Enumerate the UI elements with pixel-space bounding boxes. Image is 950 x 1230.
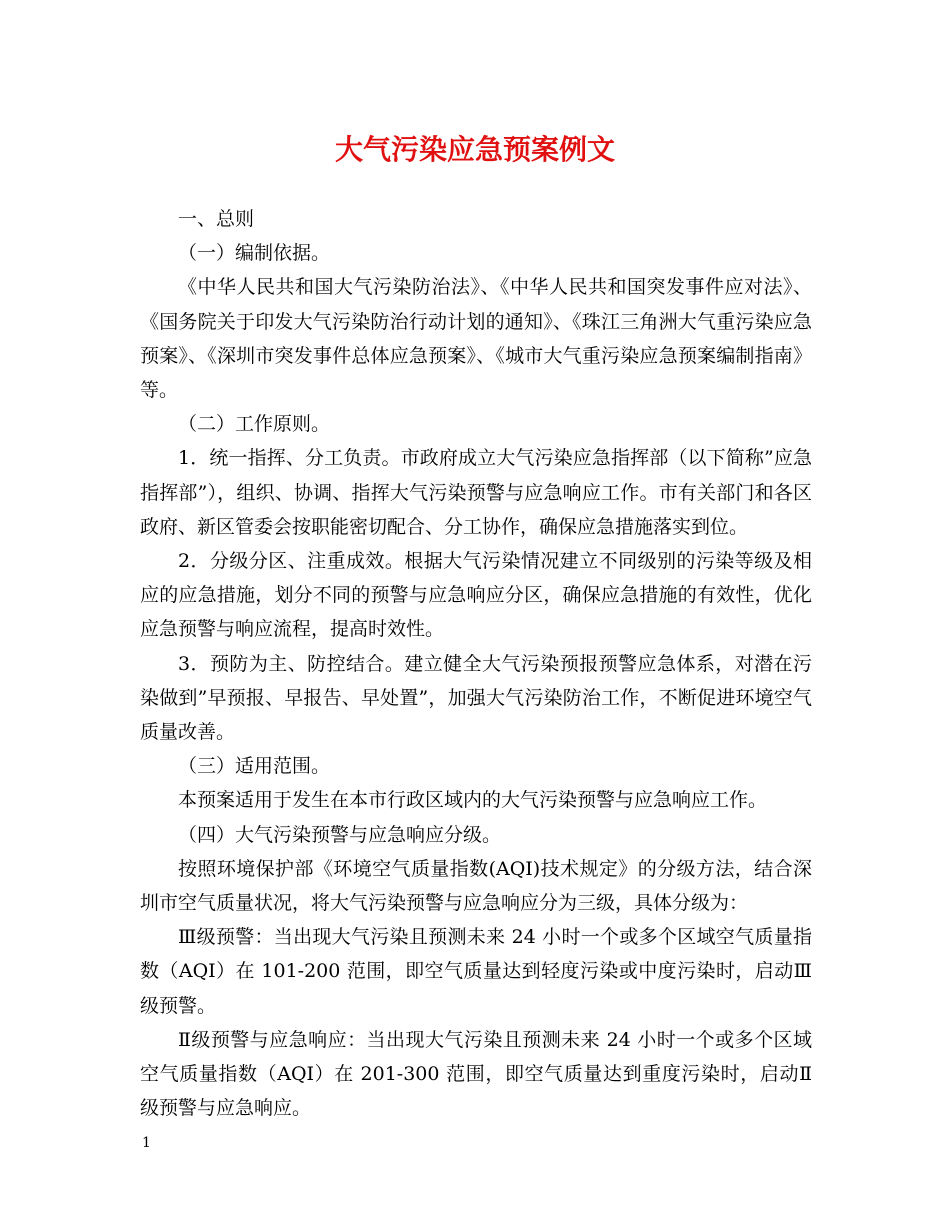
paragraph-basis-laws: 《中华人民共和国大气污染防治法》、《中华人民共和国突发事件应对法》、《国务院关于印发大气污染防治行动计划的通知》、《珠江三角洲大气重污染应急预案》、《深圳市突发事件总体应急预案》、《城市大气重污染应急预案编制指南》等。 [140, 276, 812, 402]
subsection-heading-basis: （一）编制依据。 [178, 242, 331, 265]
paragraph-scope: 本预案适用于发生在本市行政区域内的大气污染预警与应急响应工作。 [178, 789, 768, 812]
section-heading-general: 一、总则 [178, 208, 255, 230]
document-body [140, 202, 812, 1125]
subsection-heading-principles: （二）工作原则。 [178, 413, 331, 436]
paragraph-grading-method: 按照环境保护部《环境空气质量指数(AQI)技术规定》的分级方法，结合深圳市空气质量状况，将大气污染预警与应急响应分为三级，具体分级为： [140, 857, 812, 915]
paragraph-principle-3: 3．预防为主、防控结合。建立健全大气污染预报预警应急体系，对潜在污染做到”早预报、早报告、早处置”，加强大气污染防治工作，不断促进环境空气质量改善。 [140, 652, 812, 744]
paragraph-level-3-warning: Ⅲ级预警：当出现大气污染且预测未来 24 小时一个或多个区域空气质量指数（AQI）在 101-200 范围，即空气质量达到轻度污染或中度污染时，启动Ⅲ级预警。 [140, 926, 812, 1017]
subsection-heading-grading: （四）大气污染预警与应急响应分级。 [178, 823, 502, 846]
document-title: 大气污染应急预案例文 [334, 133, 615, 166]
page-number: 1 [142, 1135, 151, 1151]
paragraph-principle-1: 1．统一指挥、分工负责。市政府成立大气污染应急指挥部（以下简称”应急指挥部”），组织、协调、指挥大气污染预警与应急响应工作。市有关部门和各区政府、新区管委会按职能密切配合、分工协作，确保应急措施落实到位。 [140, 447, 812, 538]
paragraph-principle-2: 2．分级分区、注重成效。根据大气污染情况建立不同级别的污染等级及相应的应急措施，划分不同的预警与应急响应分区，确保应急措施的有效性，优化应急预警与响应流程，提高时效性。 [140, 550, 812, 641]
paragraph-level-2-warning: Ⅱ级预警与应急响应：当出现大气污染且预测未来 24 小时一个或多个区域空气质量指数（AQI）在 201-300 范围，即空气质量达到重度污染时，启动Ⅱ级预警与应急响应。 [140, 1028, 812, 1120]
subsection-heading-scope: （三）适用范围。 [178, 755, 331, 778]
